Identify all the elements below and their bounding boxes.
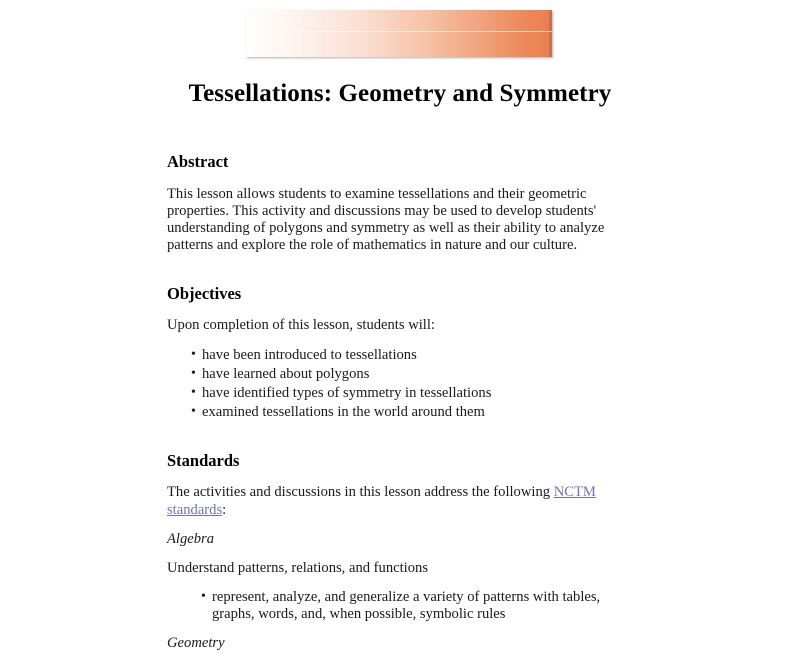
banner-gradient-icon	[246, 10, 552, 57]
standards-subject-algebra: Algebra	[167, 530, 215, 547]
spacer	[167, 434, 633, 451]
list-item: • have identified types of symmetry in tessellations	[191, 385, 633, 402]
standards-intro-text-before: The activities and discussions in this lesson address the following	[167, 484, 554, 501]
spacer	[167, 267, 633, 284]
list-item: • examined tessellations in the world around them	[191, 404, 633, 421]
abstract-paragraph: This lesson allows students to examine tessellations and their geometric properties. This activity and discussions may be used to develop students' understanding of polygons and symmetry as well as their ability to analyze patterns and explore the role of mathematics in nature and our culture.	[167, 185, 605, 254]
standards-statement-algebra: Understand patterns, relations, and functions	[167, 559, 428, 576]
section-heading-objectives: Objectives	[167, 283, 242, 303]
document-body	[167, 152, 633, 664]
standards-subject-geometry: Geometry	[167, 635, 225, 652]
section-heading-standards: Standards	[167, 450, 240, 470]
standards-intro	[167, 484, 633, 518]
list-item: • represent, analyze, and generalize a variety of patterns with tables, graphs, words, and, when possible, symbolic rules	[201, 589, 633, 623]
objectives-list	[167, 347, 633, 422]
standards-intro-text-after: :	[222, 501, 227, 518]
list-item: • have been introduced to tessellations	[191, 347, 633, 364]
standards-list-algebra	[167, 589, 633, 623]
banner-right-edge	[549, 10, 552, 57]
page-title: Tessellations: Geometry and Symmetry	[188, 80, 612, 107]
section-heading-abstract: Abstract	[167, 152, 229, 171]
list-item: • have learned about polygons	[191, 366, 633, 383]
objectives-intro: Upon completion of this lesson, students will:	[167, 317, 435, 334]
header-banner	[246, 10, 552, 57]
nctm-standards-link[interactable]: NCTM standards	[167, 484, 596, 518]
